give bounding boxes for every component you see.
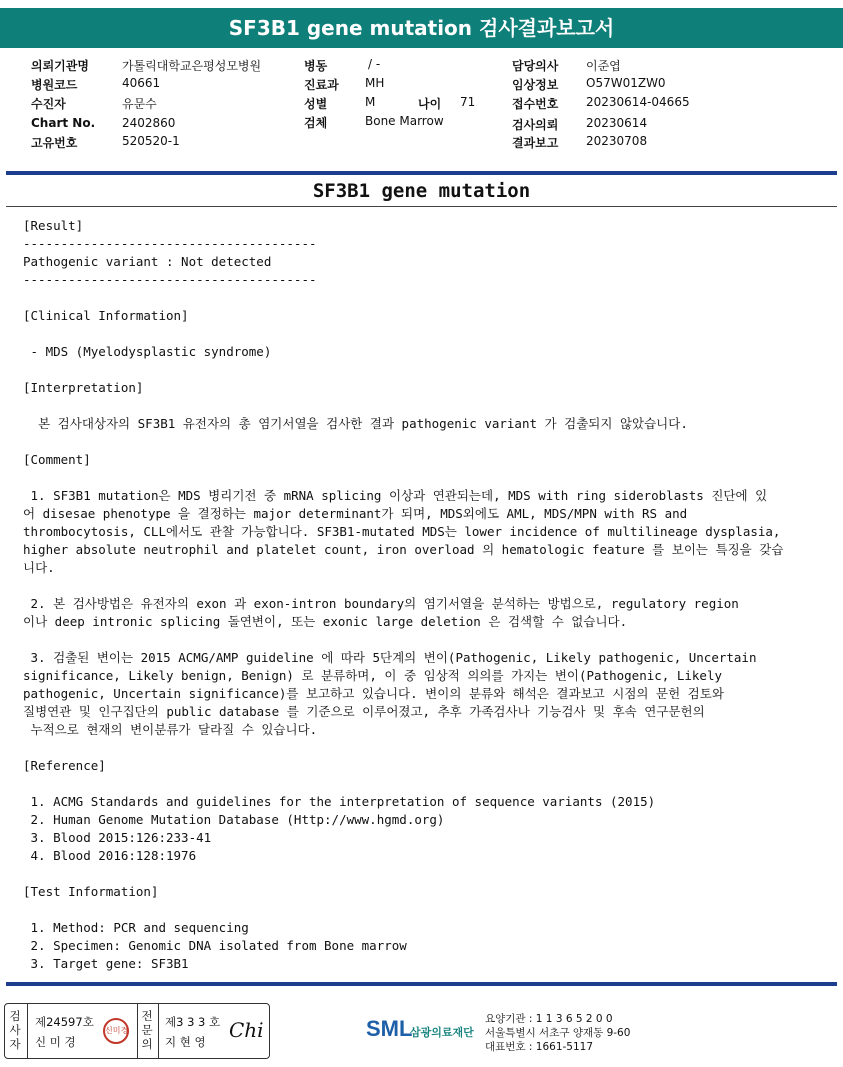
info-label: 임상정보	[512, 78, 559, 92]
info-value: 유문수	[122, 97, 157, 111]
patient-info	[0, 54, 843, 154]
tester-name: 신 미 경	[35, 1035, 76, 1049]
org-address: 서울특별시 서초구 양재동 9-60	[485, 1027, 631, 1039]
org-name: 삼광의료재단	[410, 1026, 474, 1039]
info-value: 가톨릭대학교은평성모병원	[122, 59, 262, 73]
info-value: 20230708	[586, 134, 648, 148]
org-phone: 대표번호 : 1661-5117	[485, 1041, 594, 1053]
info-value: 20230614-04665	[586, 95, 690, 109]
info-value: 520520-1	[122, 134, 180, 148]
sml-logo: SML	[366, 1016, 413, 1041]
specialist-name: 지 현 영	[165, 1035, 206, 1049]
bottom-divider	[6, 982, 837, 986]
org-info	[485, 1012, 630, 1054]
info-value: 이준엽	[586, 59, 621, 73]
report-title: SF3B1 gene mutation 검사결과보고서	[0, 8, 843, 48]
info-label: Chart No.	[31, 116, 96, 130]
specialist-number: 제3 3 3 호	[165, 1015, 221, 1029]
info-label: 진료과	[304, 78, 339, 92]
top-divider	[6, 171, 837, 175]
specialist-signature: Chi	[229, 1018, 264, 1042]
info-value: MH	[365, 76, 385, 90]
info-label: 의뢰기관명	[31, 59, 89, 73]
info-label: 병원코드	[31, 78, 78, 92]
info-label: 검사의뢰	[512, 118, 559, 132]
org-code: 요양기관 : 1 1 3 6 5 2 0 0	[485, 1013, 613, 1025]
info-value: O57W01ZW0	[586, 76, 666, 90]
info-value: Bone Marrow	[365, 114, 444, 128]
info-label: 고유번호	[31, 136, 78, 150]
tester-label: 검사자	[9, 1009, 21, 1051]
info-label: 병동	[304, 59, 328, 73]
info-value: 20230614	[586, 116, 648, 130]
section-title: SF3B1 gene mutation	[312, 180, 531, 202]
info-label: 담당의사	[512, 59, 559, 73]
sig-divider	[27, 1004, 28, 1058]
tester-number: 제24597호	[35, 1015, 94, 1029]
info-value: M	[365, 95, 376, 109]
sig-divider	[158, 1004, 159, 1058]
info-value: 40661	[122, 76, 161, 90]
signature-box	[4, 1003, 270, 1059]
specialist-label: 전문의	[141, 1009, 153, 1051]
info-label: 접수번호	[512, 97, 559, 111]
info-label: 수진자	[31, 97, 66, 111]
age-value: 71	[460, 95, 476, 109]
sig-divider	[137, 1004, 138, 1058]
info-value: 2402860	[122, 116, 176, 130]
info-value: / -	[368, 57, 381, 71]
info-label: 결과보고	[512, 136, 559, 150]
tester-stamp: 신미경	[103, 1018, 129, 1044]
info-label: 성별	[304, 97, 328, 111]
age-label: 나이	[418, 97, 442, 111]
info-label: 검체	[304, 116, 328, 130]
report-body: [Result] --------------------------------------- Pathogenic variant : Not detected --------------------------------------- [Clinical Information] - MDS (Myelodysplastic syndrome) [Interpretation] 본 검사대상자의 SF3B1 유전자의 총 염기서열을 검사한 결과 pathogenic variant 가 검출되지 않았습니다. [Comment] 1. SF3B1 mutation은 MDS 병리기전 중 mRNA splicing 이상과 연관되는데, MDS with ring sideroblasts 진단에 있 어 disesae phenotype 을 결정하는 major determinant가 되며, MDS외에도 AML, MDS/MPN with RS and thrombocytosis, CLL에서도 관찰 가능합니다. SF3B1-mutated MDS는 lower incidence of multilineage dysplasia, higher absolute neutrophil and platelet count, iron overload 의 hematologic feature 를 보이는 특징을 갖습 니다. 2. 본 검사방법은 유전자의 exon 과 exon-intron boundary의 염기서열을 분석하는 방법으로, regulatory region 이나 deep intronic splicing 돌연변이, 또는 exonic large deletion 은 검색할 수 없습니다. 3. 검출된 변이는 2015 ACMG/AMP guideline 에 따라 5단계의 변이(Pathogenic, Likely pathogenic, Uncertain significance, Likely benign, Benign) 로 분류하며, 이 중 임상적 의의를 가지는 변이(Pathogenic, Likely pathogenic, Uncertain significance)를 보고하고 있습니다. 변이의 분류와 해석은 결과보고 시점의 문헌 검토와 질병연관 및 인구집단의 public database 를 기준으로 이루어졌고, 추후 가족검사나 기능검사 및 후속 연구문헌의 누적으로 현재의 변이분류가 달라질 수 있습니다. [Reference] 1. ACMG Standards and guidelines for the interpretation of sequence variants (2015) 2. Human Genome Mutation Database (Http://www.hgmd.org) 3. Blood 2015:126:233-41 4. Blood 2016:128:1976 [Test Information] 1. Method: PCR and sequencing 2. Specimen: Genomic DNA isolated from Bone marrow 3. Target gene: SF3B1	[23, 218, 784, 971]
title-divider	[6, 206, 837, 207]
